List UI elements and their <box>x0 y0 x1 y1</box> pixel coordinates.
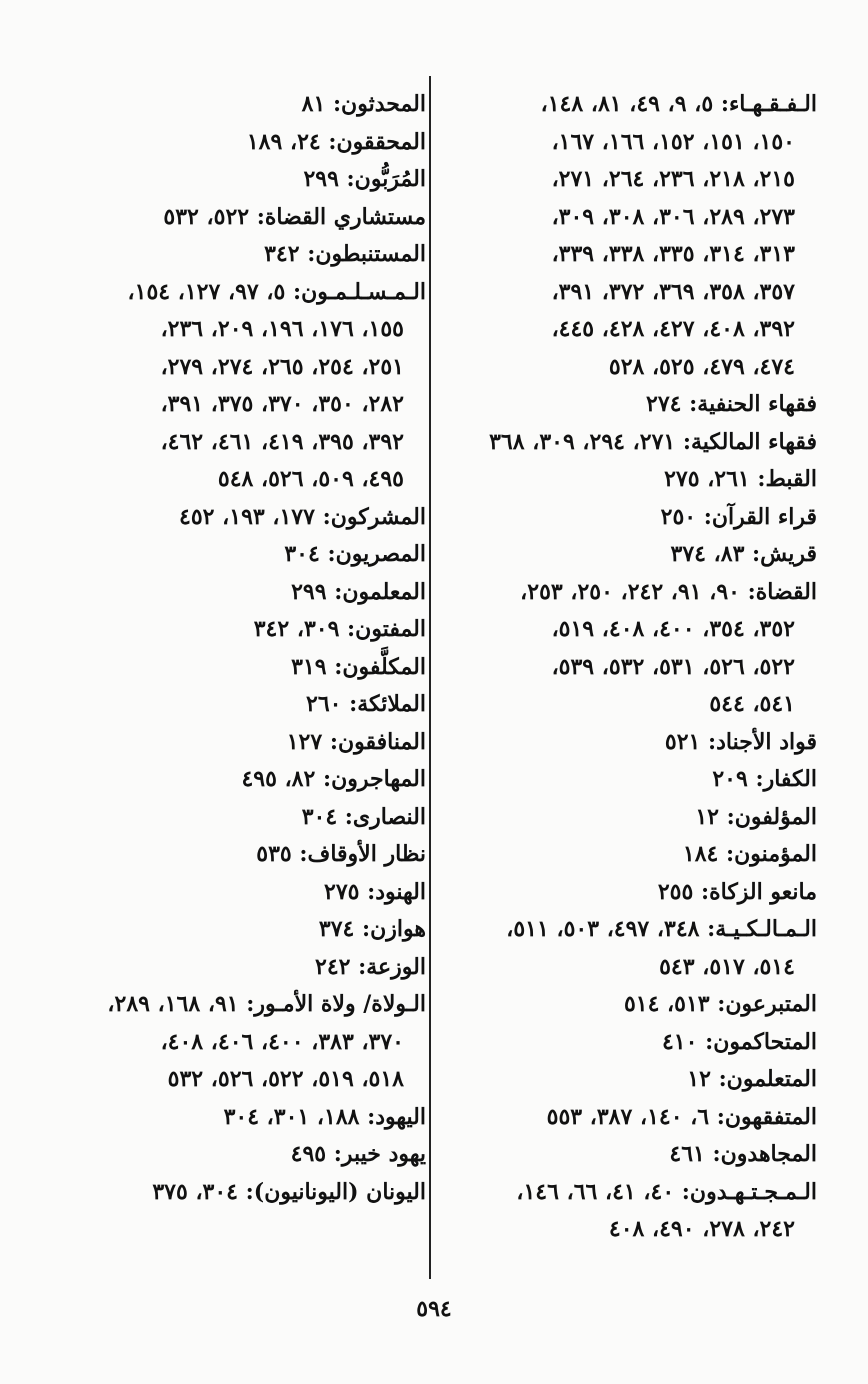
index-entry <box>40 199 426 237</box>
index-entry <box>432 799 817 837</box>
index-entry-continuation: ٣١٣، ٣١٤، ٣٣٥، ٣٣٨، ٣٣٩، <box>551 241 795 267</box>
index-entry <box>40 274 426 499</box>
index-entry-continuation: ٣٥٢، ٣٥٤، ٤٠٠، ٤٠٨، ٥١٩، <box>551 616 795 642</box>
index-entry-continuation: ٥١٤، ٥١٧، ٥٤٣ <box>659 953 795 980</box>
index-entry-heading: القبط: ٢٦١، ٢٧٥ <box>664 466 817 492</box>
index-entry-continuation: ٤٩٥، ٥٠٩، ٥٢٦، ٥٤٨ <box>217 466 404 492</box>
index-entry-heading: المحققون: ٢٤، ١٨٩ <box>246 128 426 155</box>
index-entry-continuation: ٥٢٢، ٥٢٦، ٥٣١، ٥٣٢، ٥٣٩، <box>551 653 795 680</box>
index-entry <box>432 1099 817 1137</box>
index-entry-heading: المستنبطون: ٣٤٢ <box>264 241 426 267</box>
index-entry <box>40 986 426 1099</box>
index-entry-heading: المفتون: ٣٠٩، ٣٤٢ <box>253 616 426 642</box>
index-entry <box>432 1061 817 1099</box>
index-entry <box>40 536 426 574</box>
index-entry-continuation: ٥٤١، ٥٤٤ <box>709 691 795 717</box>
index-entry-heading: المنافقون: ١٢٧ <box>286 728 426 755</box>
index-entry <box>40 1099 426 1137</box>
index-entry <box>432 761 817 799</box>
index-entry-continuation: ٥١٨، ٥١٩، ٥٢٢، ٥٢٦، ٥٣٢ <box>167 1066 404 1092</box>
index-entry-heading: الكفار: ٢٠٩ <box>712 766 817 792</box>
index-entry-heading: المعلمون: ٢٩٩ <box>291 578 426 605</box>
index-column-left <box>40 86 426 1211</box>
index-entry-continuation: ٣٩٢، ٣٩٥، ٤١٩، ٤٦١، ٤٦٢، <box>160 428 404 455</box>
index-entry-heading: القضاة: ٩٠، ٩١، ٢٤٢، ٢٥٠، ٢٥٣، <box>520 578 817 605</box>
index-entry <box>432 1024 817 1062</box>
index-entry-heading: المتعلمون: ١٢ <box>687 1066 817 1092</box>
index-entry-heading: الهنود: ٢٧٥ <box>324 878 426 905</box>
index-entry-heading: نظار الأوقاف: ٥٣٥ <box>256 841 426 867</box>
index-entry-heading: مانعو الزكاة: ٢٥٥ <box>657 878 817 905</box>
index-entry-heading: قواد الأجناد: ٥٢١ <box>664 728 817 755</box>
index-entry-heading: المتحاكمون: ٤١٠ <box>661 1028 817 1055</box>
index-entry-continuation: ٣٥٧، ٣٥٨، ٣٦٩، ٣٧٢، ٣٩١، <box>551 278 795 305</box>
index-entry-heading: المؤمنون: ١٨٤ <box>682 841 817 867</box>
index-entry <box>40 611 426 649</box>
index-entry <box>40 499 426 537</box>
index-entry-heading: المحدثون: ٨١ <box>301 91 426 117</box>
index-entry-heading: المشركون: ١٧٧، ١٩٣، ٤٥٢ <box>179 503 426 530</box>
index-entry-heading: الـفـقـهـاء: ٥، ٩، ٤٩، ٨١، ١٤٨، <box>540 91 817 117</box>
index-entry-continuation: ١٥٥، ١٧٦، ١٩٦، ٢٠٩، ٢٣٦، <box>160 316 404 342</box>
index-entry <box>40 124 426 162</box>
page-number: ٥٩٤ <box>416 1296 452 1322</box>
index-entry <box>40 949 426 987</box>
index-entry <box>432 986 817 1024</box>
index-entry-heading: مستشاري القضاة: ٥٢٢، ٥٣٢ <box>163 203 426 230</box>
index-entry <box>40 649 426 687</box>
index-entry <box>432 574 817 724</box>
index-entry-heading: قراء القرآن: ٢٥٠ <box>660 503 817 530</box>
index-entry <box>432 1136 817 1174</box>
index-entry <box>432 386 817 424</box>
index-entry-continuation: ٢٥١، ٢٥٤، ٢٦٥، ٢٧٤، ٢٧٩، <box>160 353 404 380</box>
index-entry <box>40 836 426 874</box>
index-entry <box>40 911 426 949</box>
index-entry-continuation: ٢١٥، ٢١٨، ٢٣٦، ٢٦٤، ٢٧١، <box>551 166 795 192</box>
index-entry-heading: الوزعة: ٢٤٢ <box>315 953 426 980</box>
index-entry-heading: المجاهدون: ٤٦١ <box>669 1141 817 1167</box>
index-entry-heading: فقهاء الحنفية: ٢٧٤ <box>646 391 817 417</box>
index-entry-heading: المُرَبُّون: ٢٩٩ <box>303 166 426 192</box>
index-entry-heading: المتفقهون: ٦، ١٤٠، ٣٨٧، ٥٥٣ <box>546 1103 817 1130</box>
index-entry <box>432 499 817 537</box>
index-entry <box>40 799 426 837</box>
index-entry-heading: المصريون: ٣٠٤ <box>284 541 426 567</box>
index-entry-heading: يهود خيبر: ٤٩٥ <box>290 1141 426 1167</box>
index-entry <box>432 536 817 574</box>
index-entry <box>40 874 426 912</box>
index-entry <box>432 911 817 986</box>
index-entry-heading: هوازن: ٣٧٤ <box>318 916 426 942</box>
index-entry-heading: الـولاة/ ولاة الأمـور: ٩١، ١٦٨، ٢٨٩، <box>107 991 426 1017</box>
index-entry-heading: المكلَّفون: ٣١٩ <box>291 653 426 680</box>
index-entry-heading: الملائكة: ٢٦٠ <box>306 691 426 717</box>
index-entry-continuation: ٤٧٤، ٤٧٩، ٥٢٥، ٥٢٨ <box>608 353 795 380</box>
index-entry-heading: المؤلفون: ١٢ <box>695 803 817 830</box>
index-entry <box>40 761 426 799</box>
index-entry <box>40 236 426 274</box>
index-entry <box>432 874 817 912</box>
index-entry <box>40 161 426 199</box>
index-entry <box>432 86 817 386</box>
index-entry <box>40 1174 426 1212</box>
index-entry-heading: الـمـسـلـمـون: ٥، ٩٧، ١٢٧، ١٥٤، <box>127 278 426 305</box>
index-entry <box>40 86 426 124</box>
index-entry-heading: المتبرعون: ٥١٣، ٥١٤ <box>623 991 817 1017</box>
index-entry <box>40 574 426 612</box>
index-entry-heading: الـمـالـكـيـة: ٣٤٨، ٤٩٧، ٥٠٣، ٥١١، <box>506 916 817 942</box>
column-divider <box>429 76 431 1279</box>
index-entry <box>432 461 817 499</box>
index-entry-heading: قريش: ٨٣، ٣٧٤ <box>670 541 817 567</box>
index-entry-heading: النصارى: ٣٠٤ <box>301 803 426 830</box>
index-entry-continuation: ٢٨٢، ٣٥٠، ٣٧٠، ٣٧٥، ٣٩١، <box>160 391 404 417</box>
index-entry <box>432 836 817 874</box>
index-entry-continuation: ٢٧٣، ٢٨٩، ٣٠٦، ٣٠٨، ٣٠٩، <box>551 203 795 230</box>
index-entry-continuation: ١٥٠، ١٥١، ١٥٢، ١٦٦، ١٦٧، <box>551 128 795 155</box>
index-entry-heading: اليهود: ١٨٨، ٣٠١، ٣٠٤ <box>223 1103 426 1130</box>
index-entry-continuation: ٣٧٠، ٣٨٣، ٤٠٠، ٤٠٦، ٤٠٨، <box>160 1028 404 1055</box>
index-entry <box>40 686 426 724</box>
index-entry <box>40 1136 426 1174</box>
index-entry-continuation: ٢٤٢، ٢٧٨، ٤٩٠، ٤٠٨ <box>608 1216 795 1242</box>
index-column-right <box>432 86 817 1249</box>
index-entry <box>432 724 817 762</box>
index-entry <box>432 424 817 462</box>
index-entry-heading: الـمـجـتـهـدون: ٤٠، ٤١، ٦٦، ١٤٦، <box>516 1178 817 1205</box>
index-entry <box>432 1174 817 1249</box>
index-entry-heading: فقهاء المالكية: ٢٧١، ٢٩٤، ٣٠٩، ٣٦٨ <box>489 428 817 455</box>
index-entry-heading: المهاجرون: ٨٢، ٤٩٥ <box>241 766 426 792</box>
index-entry <box>40 724 426 762</box>
index-entry-continuation: ٣٩٢، ٤٠٨، ٤٢٧، ٤٢٨، ٤٤٥، <box>551 316 795 342</box>
index-entry-heading: اليونان (اليونانيون): ٣٠٤، ٣٧٥ <box>152 1178 426 1205</box>
